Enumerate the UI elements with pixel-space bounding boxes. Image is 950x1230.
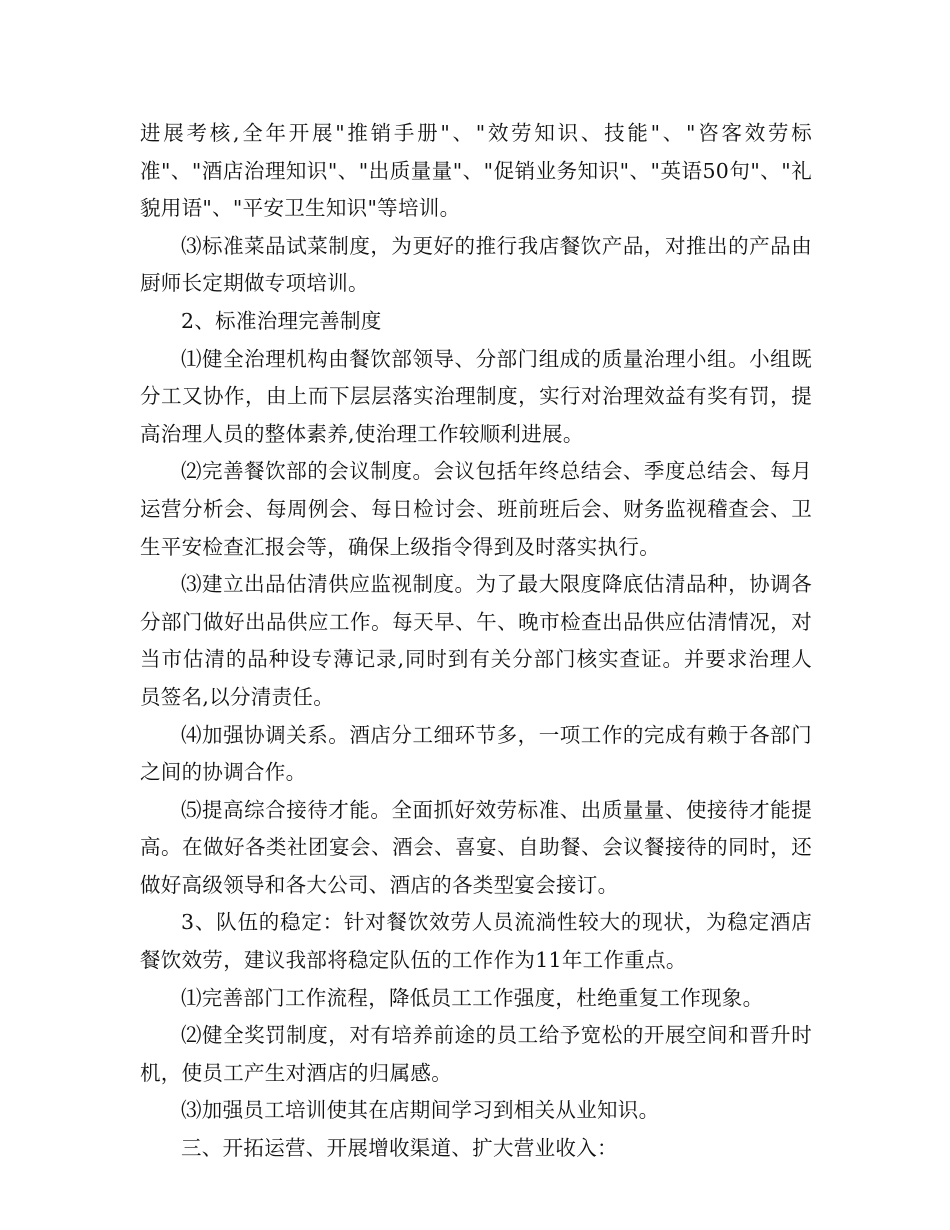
paragraph-rewards: ⑵健全奖罚制度，对有培养前途的员工给予宽松的开展空间和晋升时机，使员工产生对酒店的归属感。 — [140, 1023, 812, 1085]
paragraph-meeting-system: ⑵完善餐饮部的会议制度。会议包括年终总结会、季度总结会、每月运营分析会、每周例会、每日检讨会、班前班后会、财务监视稽查会、卫生平安检查汇报会等，确保上级指令得到及时落实执行。 — [140, 459, 812, 559]
paragraph-management-structure: ⑴健全治理机构由餐饮部领导、分部门组成的质量治理小组。小组既分工又协作，由上而下层层落实治理制度，实行对治理效益有奖有罚，提高治理人员的整体素养,使治理工作较顺利进展。 — [140, 346, 812, 446]
document-body — [140, 115, 812, 1168]
heading-team-stability: 3、队伍的稳定：针对餐饮效劳人员流淌性较大的现状，为稳定酒店餐饮效劳，建议我部将稳定队伍的工作作为11年工作重点。 — [140, 910, 812, 973]
paragraph-training-continued: 进展考核,全年开展"推销手册"、"效劳知识、技能"、"咨客效劳标准"、"酒店治理知识"、"出质量量"、"促销业务知识"、"英语50句"、"礼貌用语"、"平安卫生知识"等培训。 — [140, 121, 812, 221]
heading-standard-management: 2、标准治理完善制度 — [181, 308, 382, 333]
paragraph-workflow: ⑴完善部门工作流程，降低员工工作强度，杜绝重复工作现象。 — [181, 985, 764, 1010]
paragraph-dish-trial-system: ⑶标准菜品试菜制度，为更好的推行我店餐饮产品，对推出的产品由厨师长定期做专项培训。 — [140, 233, 812, 296]
paragraph-supply-monitoring: ⑶建立出品估清供应监视制度。为了最大限度降底估清品种，协调各分部门做好出品供应工作。每天早、午、晚市检查出品供应估清情况，对当市估清的品种设专薄记录,同时到有关分部门核实查证。并要求治理人员签名,以分清责任。 — [140, 572, 812, 709]
paragraph-staff-training: ⑶加强员工培训使其在店期间学习到相关从业知识。 — [181, 1098, 660, 1123]
paragraph-coordination: ⑷加强协调关系。酒店分工细环节多，一项工作的完成有赖于各部门之间的协调合作。 — [140, 722, 812, 785]
heading-expand-revenue: 三、开拓运营、开展增收渠道、扩大营业收入： — [181, 1136, 618, 1161]
paragraph-reception-ability: ⑸提高综合接待才能。全面抓好效劳标准、出质量量、使接待才能提高。在做好各类社团宴会、酒会、喜宴、自助餐、会议餐接待的同时，还做好高级领导和各大公司、酒店的各类型宴会接订。 — [140, 797, 812, 897]
